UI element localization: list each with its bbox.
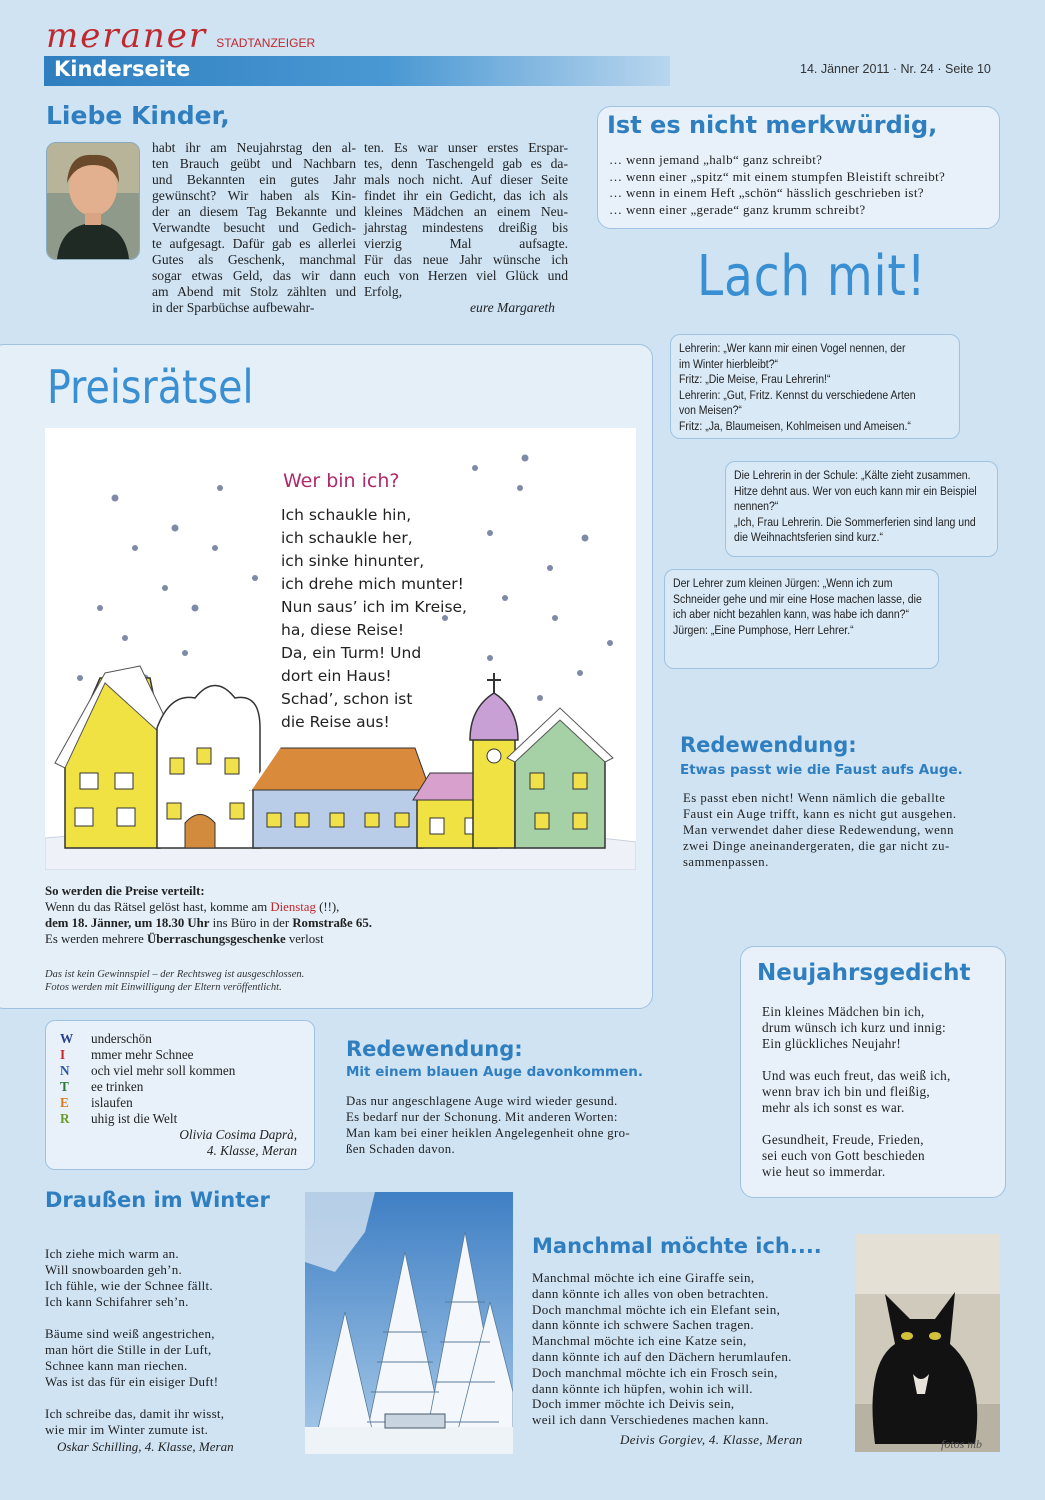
disclaimer-line-1: Das ist kein Gewinnspiel – der Rechtsweg ist ausgeschlossen. <box>45 969 305 980</box>
disclaimer <box>45 968 304 994</box>
merkwuerdig-list <box>609 152 945 218</box>
joke-line: Fritz: „Ja, Blaumeisen, Kohlmeisen und Ameisen.“ <box>679 418 911 433</box>
greeting-line: Gutes als Geschenk, manchmal <box>152 252 356 267</box>
greeting-line: habt ihr am Neujahrstag den al- <box>152 140 356 155</box>
manchmal-poem <box>532 1270 792 1428</box>
joke-box-1 <box>670 334 960 439</box>
draussen-line: Ich fühle, wie der Schnee fällt. <box>45 1278 213 1293</box>
greeting-col1 <box>152 140 356 316</box>
riddle-line: ha, diese Reise! <box>281 621 405 639</box>
draussen-line: Bäume sind weiß angestrichen, <box>45 1326 215 1341</box>
acrostic-rest: mmer mehr Schnee <box>91 1047 194 1062</box>
draussen-title: Draußen im Winter <box>45 1188 270 1212</box>
draussen-line: Schnee kann man riechen. <box>45 1358 188 1373</box>
neujahr-poem <box>762 1004 951 1180</box>
riddle-text <box>281 504 467 734</box>
redewendung1-text <box>683 790 957 870</box>
joke-box-2 <box>725 461 998 557</box>
greeting-line: findet ihr ein Gedicht, das ich als <box>364 188 568 203</box>
merkwuerdig-line: … wenn in einem Heft „schön“ hässlich geschrieben ist? <box>609 185 924 200</box>
redewendung2-subtitle: Mit einem blauen Auge davonkommen. <box>346 1064 643 1080</box>
neujahr-line: Ein glückliches Neujahr! <box>762 1036 902 1051</box>
greeting-signature: eure Margareth <box>470 300 555 315</box>
redewendung1-line: Man verwendet daher diese Redewendung, wenn <box>683 823 954 837</box>
manchmal-line: dann könnte ich alles von oben betrachten. <box>532 1285 769 1301</box>
draussen-line: wie mir im Winter zumute ist. <box>45 1422 209 1437</box>
greeting-line: tes, denn Taschengeld gab es da- <box>364 156 568 171</box>
manchmal-title: Manchmal möchte ich.... <box>532 1234 822 1258</box>
neujahr-line: wie heut so immerdar. <box>762 1164 886 1179</box>
prize-address: Romstraße 65. <box>292 916 372 930</box>
prize-text-1: Wenn du das Rätsel gelöst hast, komme am <box>45 900 271 914</box>
prize-gifts: Überraschungsgeschenke <box>146 932 286 946</box>
winter-author-name: Olivia Cosima Daprà, <box>179 1127 297 1142</box>
greeting-line: euch von Herzen viel Glück und <box>364 268 568 283</box>
joke-line: ich aber nicht bezahlen kann, was habe ich dann?“ <box>673 607 909 622</box>
greeting-line: und Bekannten ein gutes Jahr <box>152 172 356 187</box>
preisraetsel-title: Preisrätsel <box>47 360 254 414</box>
redewendung2-line: Man kam bei einer heiklen Angelegenheit ohne gro- <box>346 1126 631 1140</box>
acrostic-line <box>60 1047 235 1063</box>
greeting-col2 <box>364 140 568 300</box>
joke-line: Lehrerin: „Wer kann mir einen Vogel nennen, der <box>679 341 906 355</box>
photo-credit: fotos mb <box>941 1437 983 1451</box>
greeting-line: kleines Mädchen an einem Neu- <box>364 204 568 219</box>
section-title: Kinderseite <box>54 57 191 81</box>
redewendung2-line: Es bedarf nur der Schonung. Mit anderen Worten: <box>346 1110 618 1124</box>
joke-line: Jürgen: „Eine Pumphose, Herr Lehrer.“ <box>673 622 854 637</box>
brand-sub: STADTANZEIGER <box>216 36 316 50</box>
merkwuerdig-title: Ist es nicht merkwürdig, <box>607 111 938 139</box>
manchmal-line: weil ich dann Verschiedenes machen kann. <box>532 1412 769 1428</box>
prize-text-1-end: (!!), <box>315 900 340 914</box>
prize-text-2: ins Büro in der <box>209 916 293 930</box>
greeting-line: mals noch nicht. Auf dieser Seite <box>364 172 568 187</box>
manchmal-author: Deivis Gorgiev, 4. Klasse, Meran <box>620 1432 803 1447</box>
brand-logo: meraner <box>46 16 208 56</box>
joke-line: Lehrerin: „Gut, Fritz. Kennst du verschiedene Arten <box>679 387 916 402</box>
riddle-line: Ich schaukle hin, <box>281 506 412 524</box>
riddle-line: Nun saus’ ich im Kreise, <box>281 598 467 616</box>
neujahr-line: drum wünsch ich kurz und innig: <box>762 1020 947 1035</box>
disclaimer-line-2: Fotos werden mit Einwilligung der Eltern veröffentlicht. <box>45 982 282 993</box>
acrostic-letter: R <box>60 1111 70 1126</box>
redewendung1-line: zwei Dinge aneinandergeraten, die gar nicht zu- <box>683 839 950 853</box>
greeting-line: ten. Es war unser erstes Erspar- <box>364 140 568 155</box>
riddle-line: ich drehe mich munter! <box>281 575 464 593</box>
prize-info <box>45 883 372 947</box>
greeting-line: sogar etwas Geld, das wir dann <box>152 268 356 283</box>
winter-trees-photo <box>305 1192 513 1454</box>
draussen-line: Ich ziehe mich warm an. <box>45 1246 179 1261</box>
acrostic-line <box>60 1111 235 1127</box>
prize-date: dem 18. Jänner, um 18.30 Uhr <box>45 916 210 930</box>
neujahr-line: Ein kleines Mädchen bin ich, <box>762 1004 925 1019</box>
draussen-author: Oskar Schilling, 4. Klasse, Meran <box>57 1439 234 1454</box>
riddle-line: ich schaukle her, <box>281 529 413 547</box>
greeting-line: ten Brauch geübt und Nachbarn <box>152 156 356 171</box>
manchmal-line: dann könnte ich hüpfen, wohin ich will. <box>532 1380 753 1396</box>
joke-line: Fritz: „Die Meise, Frau Lehrerin!“ <box>679 372 831 387</box>
greeting-line: in der Sparbüchse aufbewahr- <box>152 300 315 315</box>
neujahr-line: Gesundheit, Freude, Frieden, <box>762 1132 924 1147</box>
joke-line: „Ich, Frau Lehrerin. Die Sommerferien sind lang und <box>734 514 976 529</box>
greeting-line: te aufgesagt. Dafür gab es allerlei <box>152 236 356 251</box>
redewendung1-title: Redewendung: <box>680 733 857 757</box>
acrostic-rest: underschön <box>91 1031 152 1046</box>
riddle-title: Wer bin ich? <box>283 470 400 492</box>
masthead <box>46 16 315 56</box>
acrostic-letter: N <box>60 1063 70 1078</box>
greeting-line: Verwandte besucht und Gedich- <box>152 220 356 235</box>
riddle-line: dort ein Haus! <box>281 667 392 685</box>
draussen-line: man hört die Stille in der Luft, <box>45 1342 212 1357</box>
redewendung2-line: Das nur angeschlagene Auge wird wieder gesund. <box>346 1094 618 1108</box>
winter-acrostic <box>60 1031 235 1127</box>
winter-author <box>150 1127 297 1159</box>
joke-line: Der Lehrer zum kleinen Jürgen: „Wenn ich zum <box>673 576 893 590</box>
draussen-line <box>45 1310 224 1326</box>
prize-heading: So werden die Preise verteilt: <box>45 884 205 898</box>
manchmal-line: dann könnte ich auf den Dächern herumlaufen. <box>532 1348 792 1364</box>
neujahr-line: Und was euch freut, das weiß ich, <box>762 1068 951 1083</box>
cat-photo <box>855 1234 1000 1452</box>
acrostic-line <box>60 1063 235 1079</box>
riddle-line: ich sinke hinunter, <box>281 552 425 570</box>
greeting-line: jahrstag mindestens dreißig bis <box>364 220 568 235</box>
acrostic-letter: I <box>60 1047 66 1062</box>
acrostic-letter: E <box>60 1095 69 1110</box>
manchmal-line: Doch manchmal möchte ich ein Frosch sein, <box>532 1364 778 1380</box>
greeting-line: Für das neue Jahr wünsche ich <box>364 252 568 267</box>
author-photo <box>46 142 140 260</box>
neujahr-line <box>762 1052 951 1068</box>
greeting-line: am Abend mit Stolz zählten und <box>152 284 356 299</box>
riddle-line: Schad’, schon ist <box>281 690 413 708</box>
acrostic-rest: uhig ist die Welt <box>91 1111 178 1126</box>
redewendung1-subtitle: Etwas passt wie die Faust aufs Auge. <box>680 762 963 778</box>
redewendung1-line: Faust ein Auge trifft, kann es nicht gut ausgehen. <box>683 807 957 821</box>
prize-text-3: Es werden mehrere <box>45 932 147 946</box>
issue-info: 14. Jänner 2011 · Nr. 24 · Seite 10 <box>800 62 991 76</box>
winter-author-class: 4. Klasse, Meran <box>206 1143 297 1158</box>
neujahr-line <box>762 1116 951 1132</box>
greeting-title: Liebe Kinder, <box>46 101 230 130</box>
prize-text-3-end: verlost <box>285 932 324 946</box>
draussen-poem <box>45 1246 224 1438</box>
neujahr-line: sei euch von Gott beschieden <box>762 1148 925 1163</box>
joke-line: Die Lehrerin in der Schule: „Kälte zieht zusammen. <box>734 468 971 482</box>
joke-line: im Winter hierbleibt?“ <box>679 356 779 371</box>
neujahr-line: mehr als ich sonst es war. <box>762 1100 905 1115</box>
acrostic-rest: ee trinken <box>91 1079 144 1094</box>
acrostic-rest: och viel mehr soll kommen <box>91 1063 236 1078</box>
manchmal-line: Manchmal möchte ich eine Katze sein, <box>532 1333 747 1349</box>
draussen-line: Ich kann Schifahrer seh’n. <box>45 1294 189 1309</box>
greeting-line: der an diesem Tag Bekannte und <box>152 204 356 219</box>
acrostic-rest: islaufen <box>91 1095 133 1110</box>
redewendung2-title: Redewendung: <box>346 1037 523 1061</box>
redewendung1-line: sammenpassen. <box>683 855 769 869</box>
redewendung2-text <box>346 1093 630 1157</box>
acrostic-line <box>60 1031 235 1047</box>
greeting-line: gewünscht? Wir haben als Kin- <box>152 188 356 203</box>
greeting-line: Erfolg, <box>364 284 403 299</box>
manchmal-line: dann könnte ich schwere Sachen tragen. <box>532 1317 754 1333</box>
neujahr-line: wenn brav ich bin und fleißig, <box>762 1084 930 1099</box>
riddle-line: die Reise aus! <box>281 713 390 731</box>
acrostic-letter: W <box>60 1031 74 1046</box>
acrostic-line <box>60 1095 235 1111</box>
redewendung1-line: Es passt eben nicht! Wenn nämlich die geballte <box>683 791 946 805</box>
joke-line: Hitze dehnt aus. Wer von euch kann mir ein Beispiel <box>734 483 977 498</box>
merkwuerdig-line: … wenn jemand „halb“ ganz schreibt? <box>609 152 823 167</box>
draussen-line <box>45 1390 224 1406</box>
manchmal-line: Doch manchmal möchte ich ein Elefant sein, <box>532 1301 781 1317</box>
greeting-line: vierzig Mal aufsagte. <box>364 236 568 251</box>
lachmit-title: Lach mit! <box>697 244 927 309</box>
draussen-line: Was ist das für ein eisiger Duft! <box>45 1374 219 1389</box>
manchmal-line: Manchmal möchte ich eine Giraffe sein, <box>532 1270 755 1285</box>
neujahr-title: Neujahrsgedicht <box>757 960 971 986</box>
redewendung2-line: ßen Schaden davon. <box>346 1142 455 1156</box>
draussen-line: Will snowboarden geh’n. <box>45 1262 183 1277</box>
prize-day: Dienstag <box>270 900 316 914</box>
joke-box-3 <box>664 569 939 669</box>
merkwuerdig-line: … wenn einer „gerade“ ganz krumm schreibt? <box>609 201 866 217</box>
acrostic-letter: T <box>60 1079 69 1094</box>
joke-line: von Meisen?“ <box>679 403 742 418</box>
acrostic-line <box>60 1079 235 1095</box>
manchmal-line: Doch immer möchte ich Deivis sein, <box>532 1396 735 1412</box>
draussen-line: Ich schreibe das, damit ihr wisst, <box>45 1406 225 1421</box>
merkwuerdig-line: … wenn einer „spitz“ mit einem stumpfen Bleistift schreibt? <box>609 168 946 184</box>
joke-line: Schneider gehe und mir eine Hose machen lasse, die <box>673 591 922 606</box>
joke-line: nennen?“ <box>734 499 779 514</box>
joke-line: die Weihnachtsferien sind kurz.“ <box>734 530 883 545</box>
riddle-line: Da, ein Turm! Und <box>281 644 422 662</box>
